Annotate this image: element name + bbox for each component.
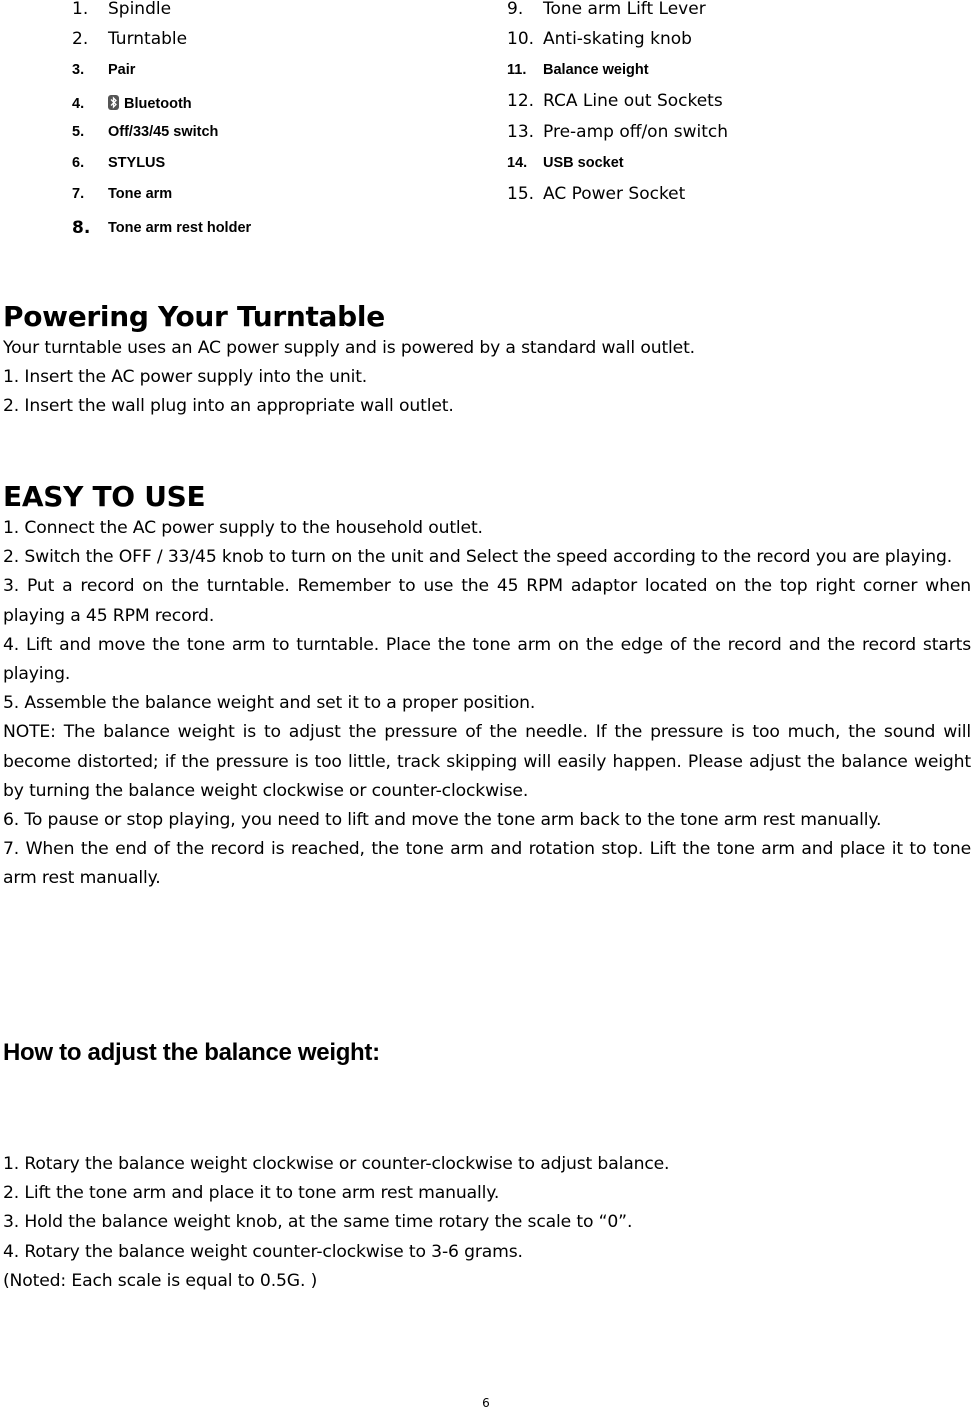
part-number: 12. <box>507 91 535 111</box>
part-number: 5. <box>72 124 85 140</box>
body-line: 2. Insert the wall plug into an appropriate wall outlet. <box>3 396 454 417</box>
section-title: How to adjust the balance weight: <box>3 1039 380 1066</box>
part-label: Tone arm <box>108 186 173 202</box>
part-number: 11. <box>507 62 527 78</box>
part-label: Tone arm Lift Lever <box>543 0 706 19</box>
part-number: 7. <box>72 186 85 202</box>
step-paragraph: 3. Put a record on the turntable. Remember to use the 45 RPM adaptor located on the top right corner when playing a 45 RPM record. <box>3 576 971 626</box>
easy-to-use-section <box>3 480 971 894</box>
body-line: 1. Insert the AC power supply into the unit. <box>3 367 368 388</box>
step-paragraph: 4. Lift and move the tone arm to turntable. Place the tone arm on the edge of the record and the record starts playing. <box>3 634 971 685</box>
step-paragraph: 1. Rotary the balance weight clockwise or counter-clockwise to adjust balance. <box>3 1154 670 1174</box>
part-label: USB socket <box>543 155 624 171</box>
part-label: Balance weight <box>543 62 649 78</box>
part-label: Spindle <box>108 0 172 19</box>
bluetooth-icon <box>108 95 119 110</box>
note-paragraph: NOTE: The balance weight is to adjust the pressure of the needle. If the pressure is too much, the sound will become distorted; if the pressure is too little, track skipping will easily happen. Please adjust the balance weight by turning the balance weight clockwise or counter-clockwise. <box>3 722 971 801</box>
step-paragraph: 2. Switch the OFF / 33/45 knob to turn on the unit and Select the speed according to the record you are playing. <box>3 547 953 568</box>
part-number: 10. <box>507 29 535 49</box>
page-number: 6 <box>482 1396 490 1410</box>
balance-section <box>3 1036 971 1070</box>
part-number: 8. <box>72 218 91 238</box>
part-label: Pair <box>108 62 136 78</box>
parts-list <box>0 0 972 240</box>
part-label: Bluetooth <box>124 96 192 112</box>
step-paragraph: 1. Connect the AC power supply to the household outlet. <box>3 518 483 538</box>
part-label: Pre-amp off/on switch <box>543 122 729 142</box>
part-label: STYLUS <box>108 155 166 171</box>
part-number: 14. <box>507 155 528 171</box>
part-label: AC Power Socket <box>543 184 686 204</box>
part-label: Anti-skating knob <box>543 29 692 49</box>
part-number: 4. <box>72 96 85 112</box>
part-number: 1. <box>72 0 89 19</box>
body-line: Your turntable uses an AC power supply and is powered by a standard wall outlet. <box>3 338 695 358</box>
part-number: 9. <box>507 0 524 19</box>
step-paragraph: 2. Lift the tone arm and place it to tone arm rest manually. <box>3 1183 500 1204</box>
part-number: 2. <box>72 29 89 49</box>
part-number: 6. <box>72 155 85 171</box>
part-label: Turntable <box>108 29 188 49</box>
step-paragraph: 7. When the end of the record is reached, the tone arm and rotation stop. Lift the tone arm and place it to tone arm rest manually. <box>3 839 971 889</box>
note-paragraph: (Noted: Each scale is equal to 0.5G. ) <box>3 1270 318 1291</box>
part-number: 13. <box>507 122 535 142</box>
step-paragraph: 5. Assemble the balance weight and set it to a proper position. <box>3 693 536 714</box>
step-paragraph: 6. To pause or stop playing, you need to lift and move the tone arm back to the tone arm rest manually. <box>3 810 882 831</box>
section-title: EASY TO USE <box>3 480 206 513</box>
part-label: Off/33/45 switch <box>108 124 219 140</box>
part-label: RCA Line out Sockets <box>543 91 723 111</box>
powering-section <box>3 300 971 422</box>
step-paragraph: 3. Hold the balance weight knob, at the same time rotary the scale to “0”. <box>3 1212 633 1233</box>
section-title: Powering Your Turntable <box>3 300 385 333</box>
part-number: 15. <box>507 184 535 204</box>
step-paragraph: 4. Rotary the balance weight counter-clockwise to 3-6 grams. <box>3 1241 523 1262</box>
part-number: 3. <box>72 62 85 78</box>
balance-steps <box>3 1150 971 1296</box>
part-label: Tone arm rest holder <box>108 220 252 236</box>
